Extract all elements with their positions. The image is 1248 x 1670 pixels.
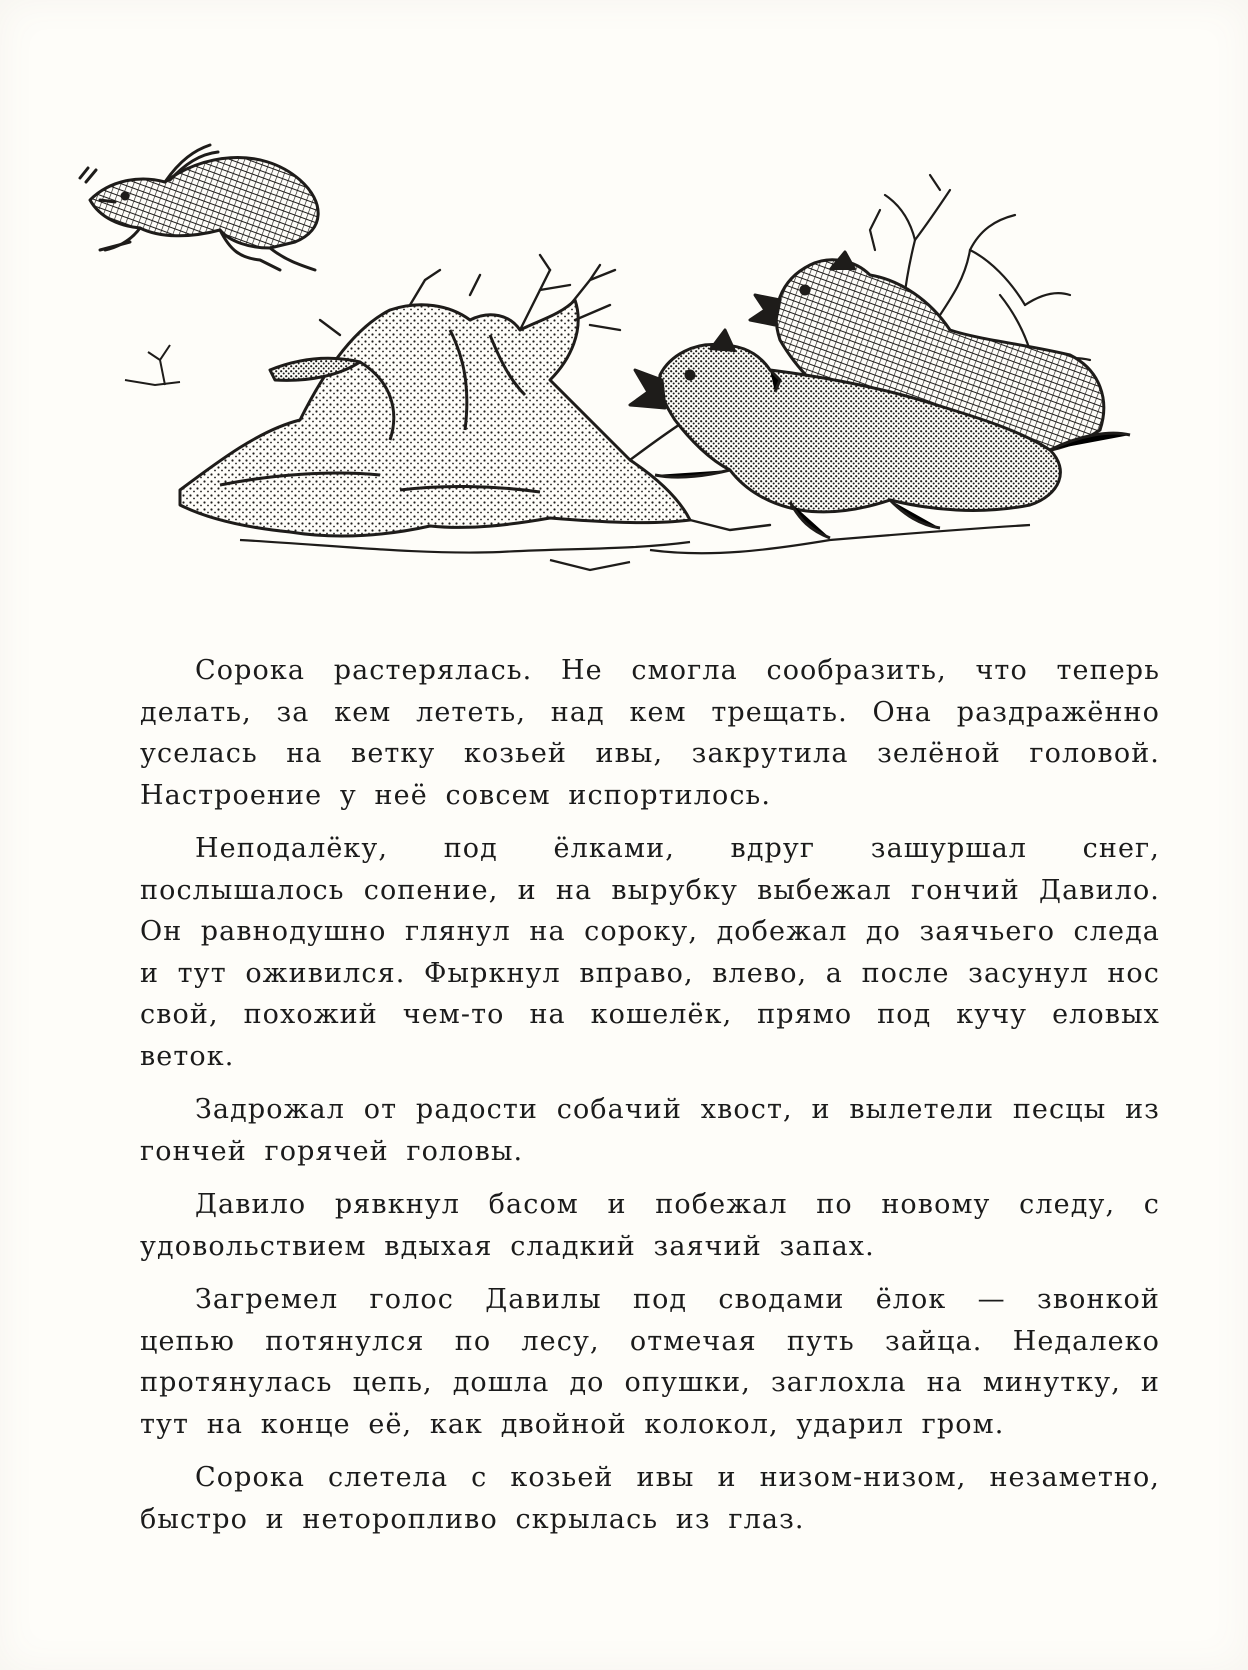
story-text	[140, 650, 1160, 1552]
paragraph-4: Давило рявкнул басом и побежал по новому следу, с удовольствием вдыхая сладкий заячий запах.	[140, 1189, 1160, 1262]
paragraph-2: Неподалёку, под ёлками, вдруг зашуршал снег, послышалось сопение, и на вырубку выбежал гончий Давило. Он равнодушно глянул на сороку, добежал до заячьего следа и тут оживился. Фыркнул вправо, влево, а после засунул нос свой, похожий чем-то на кошелёк, прямо под кучу еловых веток.	[140, 833, 1160, 1072]
paragraph-3: Задрожал от радости собачий хвост, и вылетели песцы из гончей горячей головы.	[140, 1094, 1160, 1167]
paragraph-6: Сорока слетела с козьей ивы и низом-низом, незаметно, быстро и неторопливо скрылась из глаз.	[140, 1462, 1160, 1535]
paragraph-5: Загремел голос Давилы под сводами ёлок — звонкой цепью потянулся по лесу, отмечая путь зайца. Недалеко протянулась цепь, дошла до опушки, заглохла на минутку, и тут на конце её, как двойной колокол, ударил гром.	[140, 1284, 1160, 1440]
twigs-left	[125, 345, 180, 385]
hare-drawing	[80, 145, 318, 270]
paragraph-1: Сорока растерялась. Не смогла сообразить, что теперь делать, за кем лететь, над кем трещать. Она раздражённо уселась на ветку козьей ивы, закрутила зелёной головой. Настроение у неё совсем испортилось.	[140, 655, 1160, 811]
fallen-tree-stump	[180, 300, 690, 536]
forest-scene-illustration	[70, 130, 1180, 600]
